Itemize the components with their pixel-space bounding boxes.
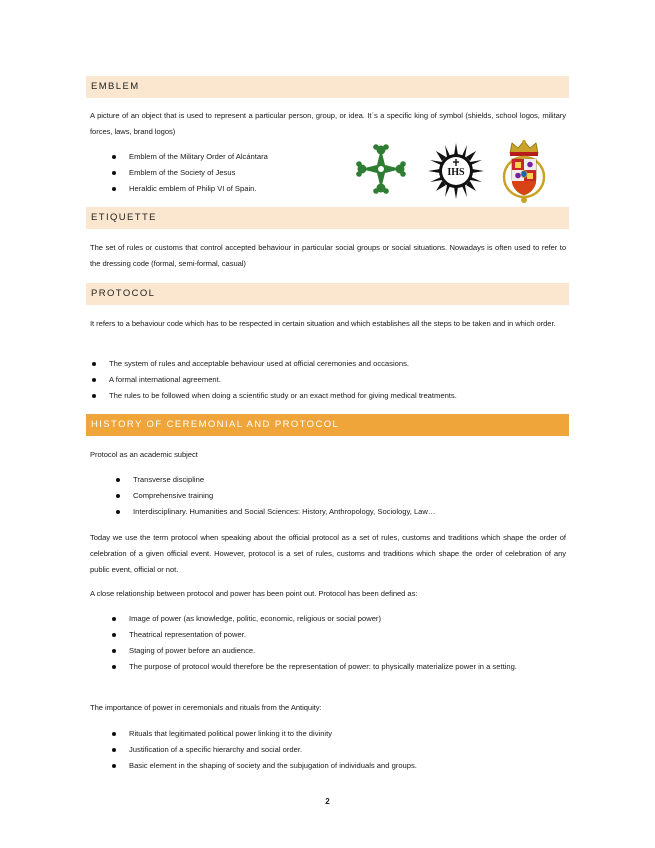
subject-list xyxy=(133,472,569,520)
list-item: A formal international agreement. xyxy=(109,372,569,388)
emblem-definition: A picture of an object that is used to represent a particular person, group, or idea. It´s a specific king of symbol (shields, school logos, military forces, laws, brand logos) xyxy=(90,111,566,136)
society-of-jesus-emblem xyxy=(428,143,484,199)
emblem-images xyxy=(355,139,550,205)
protocol-definition: It refers to a behaviour code which has to be respected in certain situation and which establishes all the steps to be taken and in which order. xyxy=(90,319,556,328)
list-item: Basic element in the shaping of society and the subjugation of individuals and groups. xyxy=(129,758,566,774)
subject-intro: Protocol as an academic subject xyxy=(90,450,198,459)
protocol-list xyxy=(109,356,569,404)
power-list xyxy=(129,611,566,675)
section-heading-protocol: PROTOCOL xyxy=(86,283,569,305)
list-item: Staging of power before an audience. xyxy=(129,643,566,659)
alcantara-cross-emblem xyxy=(355,143,407,195)
etiquette-definition: The set of rules or customs that control accepted behaviour in particular social groups or social situations. Nowadays is often used to refer to the dressing code (formal, semi-formal, casual) xyxy=(90,243,566,268)
antiquity-list xyxy=(129,726,566,774)
list-item: Theatrical representation of power. xyxy=(129,627,566,643)
list-item: Justification of a specific hierarchy and social order. xyxy=(129,742,566,758)
ihs-monogram: IHS xyxy=(447,167,465,178)
list-item: Emblem of the Society of Jesus xyxy=(129,165,569,181)
list-item: Interdisciplinary. Humanities and Social Sciences: History, Anthropology, Sociology, Law… xyxy=(133,504,569,520)
list-item: Emblem of the Military Order of Alcántara xyxy=(129,149,569,165)
list-item: Comprehensive training xyxy=(133,488,569,504)
list-item: The rules to be followed when doing a scientific study or an exact method for giving medical treatments. xyxy=(109,388,569,404)
list-item: The system of rules and acceptable behaviour used at official ceremonies and occasions. xyxy=(109,356,569,372)
list-item: The purpose of protocol would therefore be the representation of power: to physically materialize power in a setting. xyxy=(129,659,566,675)
section-heading-history: HISTORY OF CEREMONIAL AND PROTOCOL xyxy=(86,414,569,436)
philip-vi-heraldic-emblem xyxy=(502,139,546,205)
section-heading-emblem: EMBLEM xyxy=(86,76,569,98)
list-item: Image of power (as knowledge, politic, economic, religious or social power) xyxy=(129,611,566,627)
section-heading-etiquette: ETIQUETTE xyxy=(86,207,569,229)
power-intro: A close relationship between protocol and power has been point out. Protocol has been defined as: xyxy=(90,589,418,598)
antiquity-intro: The importance of power in ceremonials and rituals from the Antiquity: xyxy=(90,703,322,712)
list-item: Rituals that legitimated political power linking it to the divinity xyxy=(129,726,566,742)
page-number: 2 xyxy=(325,797,330,806)
today-paragraph: Today we use the term protocol when speaking about the official protocol as a set of rules, customs and traditions which shape the order of celebration of a given official event. However, protocol is a set of rules, customs and traditions which shape the order of celebration of any public event, official or not. xyxy=(90,533,566,574)
list-item: Heraldic emblem of Philip VI of Spain. xyxy=(129,181,569,197)
list-item: Transverse discipline xyxy=(133,472,569,488)
